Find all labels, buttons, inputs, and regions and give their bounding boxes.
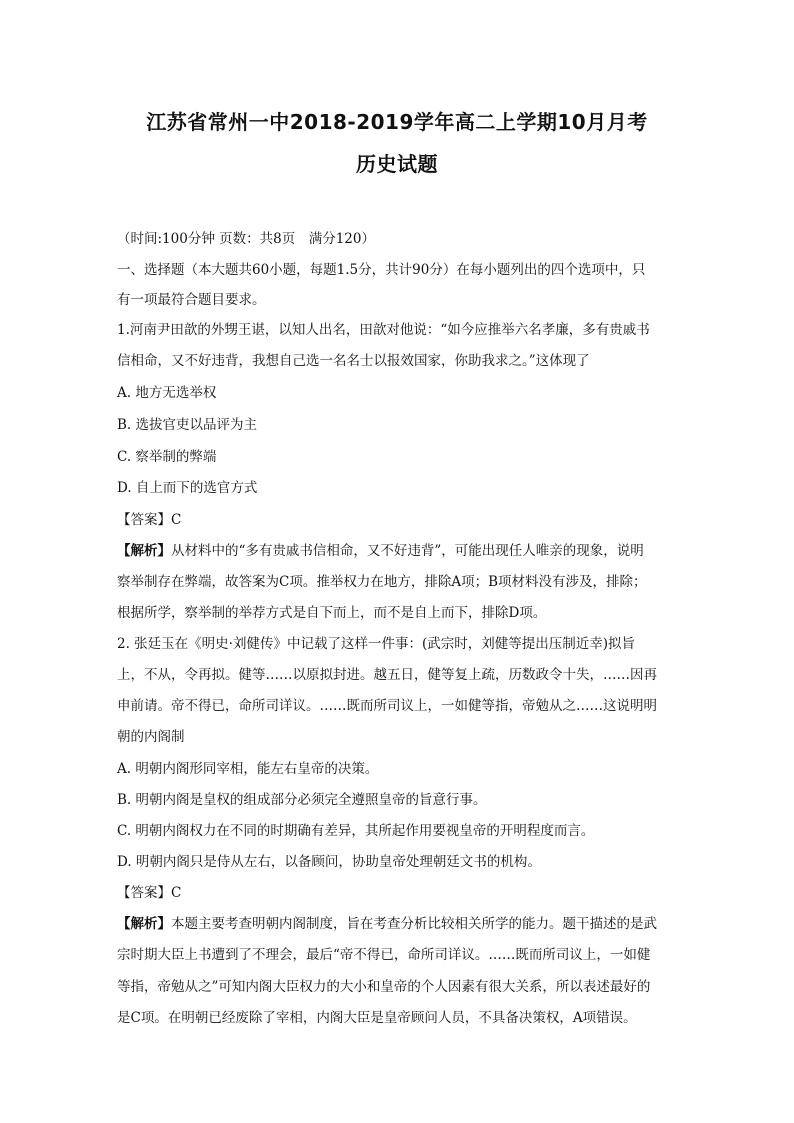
exam-info: （时间:100分钟 页数：共8页 满分120） — [117, 231, 375, 247]
exam-title: 江苏省常州一中2018-2019学年高二上学期10月月考 — [146, 110, 648, 134]
q2-analysis-line2: 宗时期大臣上书遭到了不理会，最后“帝不得已，命所司详议。……既而所司议上，一如健 — [117, 947, 651, 963]
q2-analysis-text1: 本题主要考查明朝内阁制度，旨在考查分析比较相关所学的能力。题干描述的是武 — [171, 916, 657, 932]
q1-answer: 【答案】C — [117, 512, 182, 528]
section-instructions-line2: 有一项最符合题目要求。 — [117, 292, 266, 308]
q1-option-c: C. 察举制的弊端 — [117, 449, 217, 465]
subject-title: 历史试题 — [356, 152, 438, 176]
q2-analysis-line3: 等指，帝勉从之”可知内阁大臣权力的大小和皇帝的个人因素有很大关系，所以表述最好的 — [117, 979, 651, 995]
section-instructions-line1: 一、选择题（本大题共60小题，每题1.5分，共计90分）在每小题列出的四个选项中，只 — [117, 262, 646, 278]
q2-option-b: B. 明朝内阁是皇权的组成部分必须完全遵照皇帝的旨意行事。 — [117, 792, 487, 808]
q1-stem-line1: 1.河南尹田歆的外甥王谌，以知人出名，田歆对他说：“如今应推举六名孝廉，多有贵戚书 — [117, 322, 650, 338]
q1-option-b: B. 选拔官吏以品评为主 — [117, 417, 258, 433]
q2-stem-line4: 朝的内阁制 — [117, 729, 185, 745]
q1-analysis-line1 — [117, 543, 644, 559]
q2-option-d: D. 明朝内阁只是侍从左右，以备顾问，协助皇帝处理朝廷文书的机构。 — [117, 854, 541, 870]
q2-option-a: A. 明朝内阁形同宰相，能左右皇帝的决策。 — [117, 761, 379, 777]
q1-analysis-line3: 根据所学，察举制的举荐方式是自下而上，而不是自上而下，排除D项。 — [117, 605, 547, 621]
q2-option-c: C. 明朝内阁权力在不同的时期确有差异，其所起作用要视皇帝的开明程度而言。 — [117, 823, 595, 839]
q2-analysis-line1 — [117, 916, 657, 932]
q1-analysis-label: 【解析】 — [117, 543, 171, 559]
q1-option-d: D. 自上而下的选官方式 — [117, 480, 258, 496]
q1-analysis-line2: 察举制存在弊端，故答案为C项。推举权力在地方，排除A项；B项材料没有涉及，排除； — [117, 574, 647, 590]
q2-answer: 【答案】C — [117, 885, 182, 901]
q1-analysis-text1: 从材料中的“多有贵戚书信相命，又不好违背”，可能出现任人唯亲的现象，说明 — [171, 543, 644, 559]
q2-stem-line3: 申前请。帝不得已，命所司详议。……既而所司议上，一如健等指，帝勉从之……这说明明 — [117, 698, 657, 714]
q1-stem-line2: 信相命，又不好违背，我想自己选一名名士以报效国家，你助我求之。”这体现了 — [117, 353, 590, 369]
q2-analysis-label: 【解析】 — [117, 916, 171, 932]
q2-stem-line2: 上，不从，令再拟。健等……以原拟封进。越五日，健等复上疏，历数政令十失，……因再 — [117, 667, 657, 683]
q1-option-a: A. 地方无选举权 — [117, 385, 217, 401]
q2-analysis-line4: 是C项。在明朝已经废除了宰相，内阁大臣是皇帝顾问人员，不具备决策权，A项错误。 — [117, 1010, 637, 1026]
q2-stem-line1: 2. 张廷玉在《明史·刘健传》中记载了这样一件事：(武宗时，刘健等提出压制近幸)拟旨 — [117, 636, 635, 652]
